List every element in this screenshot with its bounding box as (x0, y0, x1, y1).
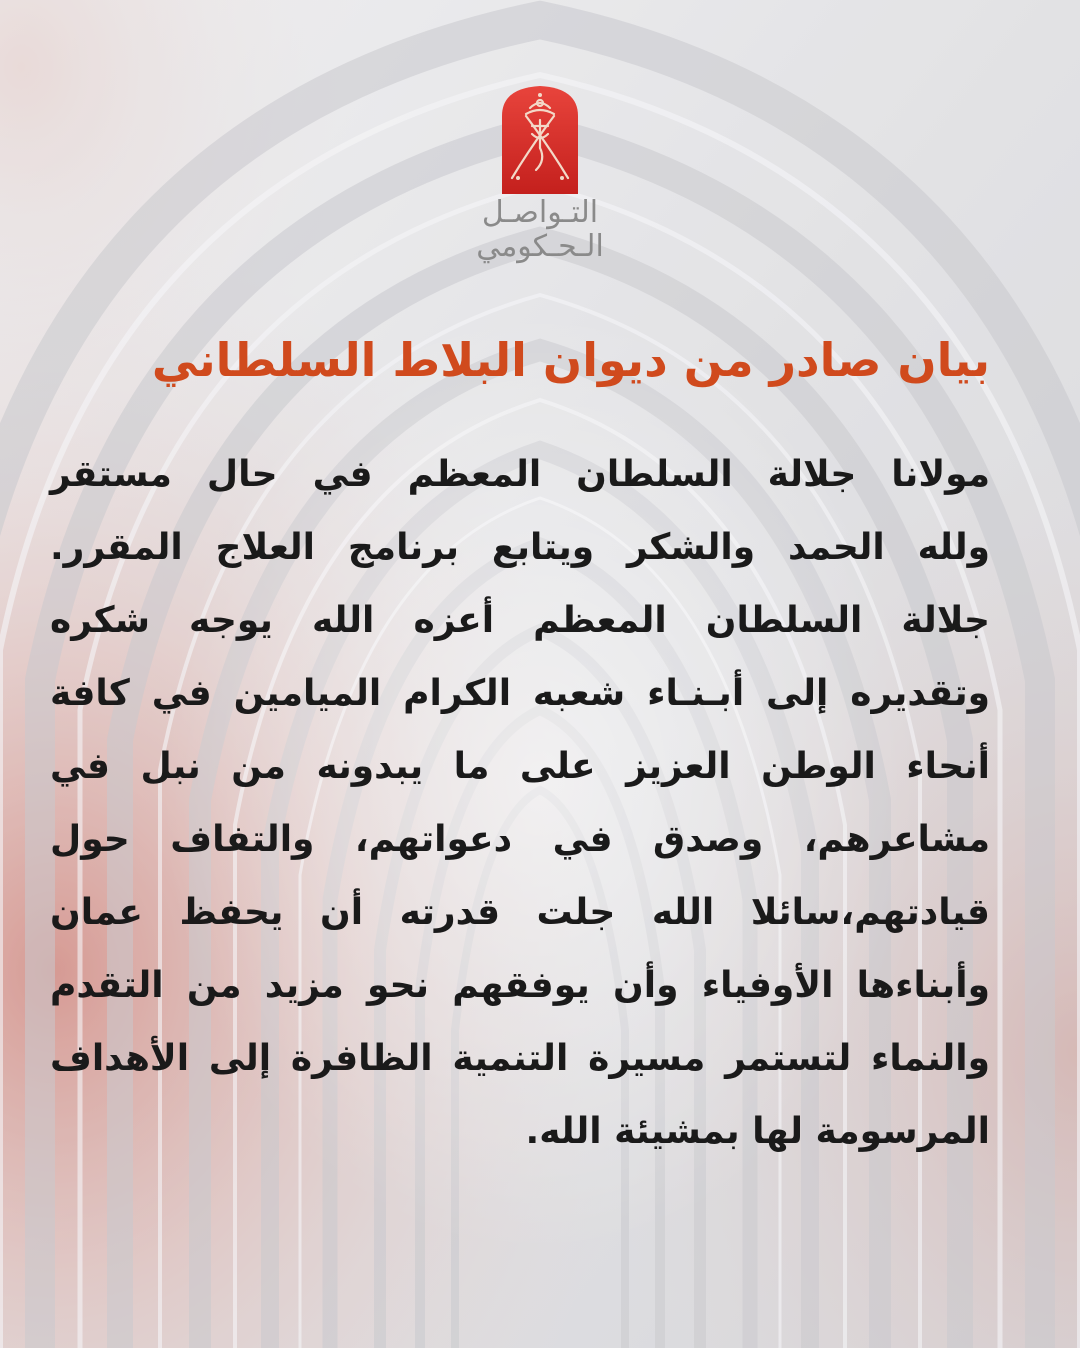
statement-line: وتقديره إلى أبـنـاء شعبه الكرام الميامين في كافة (50, 673, 990, 714)
statement-line: قيادتهم،سائلا الله جلت قدرته أن يحفظ عمان (50, 892, 990, 933)
statement-line: وأبناءها الأوفياء وأن يوفقهم نحو مزيد من التقدم (50, 965, 990, 1006)
statement-line: مشاعرهم، وصدق في دعواتهم، والتفاف حول (50, 819, 990, 860)
national-emblem-icon (496, 86, 584, 194)
statement-line: والنماء لتستمر مسيرة التنمية الظافرة إلى الأهداف (50, 1038, 990, 1079)
statement-body (50, 438, 990, 1168)
statement-line: ولله الحمد والشكر ويتابع برنامج العلاج المقرر. (50, 527, 990, 568)
statement-line: مولانا جلالة السلطان المعظم في حال مستقر (50, 454, 990, 495)
agency-name-line-1: التـواصـل (481, 195, 599, 230)
statement-line-last: المرسومة لها بمشيئة الله. (525, 1111, 990, 1152)
agency-name-line-2: الـحـكومي (476, 229, 604, 264)
statement-line: أنحاء الوطن العزيز على ما يبدونه من نبل في (50, 746, 990, 787)
statement-title: بيان صادر من ديوان البلاط السلطاني (151, 333, 990, 387)
statement-line: جلالة السلطان المعظم أعزه الله يوجه شكره (50, 600, 990, 641)
agency-name (430, 196, 650, 264)
